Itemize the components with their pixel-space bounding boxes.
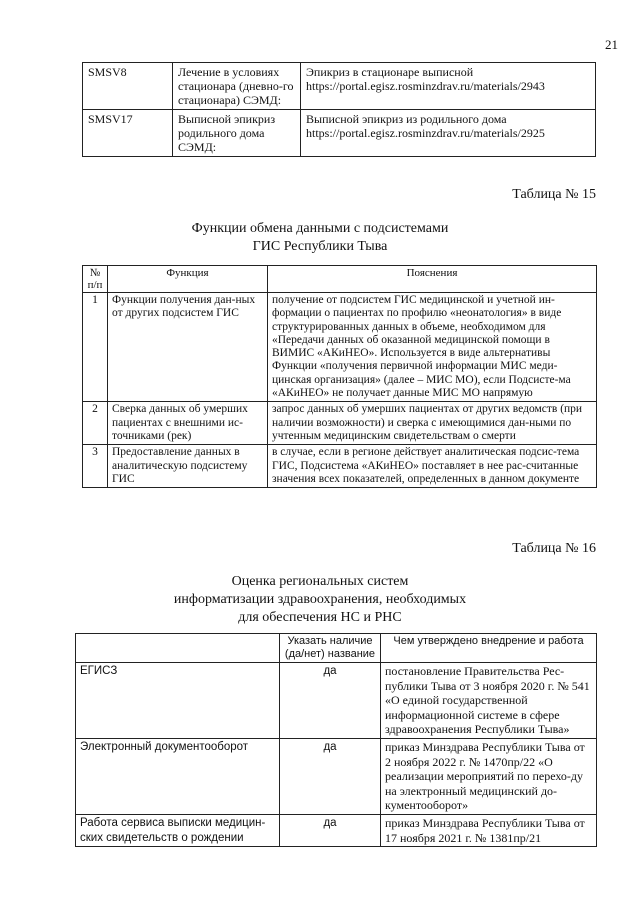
table-row	[83, 402, 597, 445]
header-num: № п/п	[83, 266, 108, 293]
table-16-caption	[0, 573, 640, 627]
function-cell: Функции получения дан-ных от других подсистем ГИС	[108, 293, 268, 402]
availability-cell: да	[280, 738, 381, 814]
table-15	[82, 265, 597, 488]
caption-line: Оценка региональных систем	[231, 574, 409, 589]
num-cell: 3	[83, 445, 108, 488]
explanation-cell: в случае, если в регионе действует аналитическая подсис-тема ГИС, Подсистема «АКиНЕО» поставляет в нее рас-считанные значения всех показателей, определенных в данном документе	[268, 445, 597, 488]
header-explanation: Пояснения	[268, 266, 597, 293]
name-cell: Лечение в условиях стационара (дневно-го стационара) СЭМД:	[173, 63, 301, 110]
system-cell: Электронный документооборот	[76, 738, 280, 814]
table-16	[75, 633, 597, 847]
table-15-caption	[0, 220, 640, 256]
availability-cell: да	[280, 814, 381, 846]
num-cell: 1	[83, 293, 108, 402]
page-number: 21	[605, 37, 618, 52]
table-16-label: Таблица № 16	[512, 541, 596, 556]
approval-cell: постановление Правительства Рес-публики Тыва от 3 ноября 2020 г. № 541 «О единой государственной информационной системе в сфере здравоохранения Республики Тыва»	[381, 663, 597, 739]
function-cell: Предоставление данных в аналитическую подсистему ГИС	[108, 445, 268, 488]
system-cell: ЕГИСЗ	[76, 663, 280, 739]
desc-cell: Выписной эпикриз из родильного дома https://portal.egisz.rosminzdrav.ru/materials/2925	[301, 110, 596, 157]
header-system	[76, 634, 280, 663]
explanation-cell: получение от подсистем ГИС медицинской и учетной ин-формации о пациентах по профилю «неонатология» в виде структурированных данных в объеме, необходимом для «Передачи данных об оказанной медицинской помощи в ВИМИС «АКиНЕО». Используется в виде альтернативы Функции «получения первичной информации МИС меди-цинская организация» (далее – МИС МО), если Подсисте-ма «АКиНЕО» не получает данные МИС МО напрямую	[268, 293, 597, 402]
system-cell: Работа сервиса выписки медицин-ских свидетельств о рождении	[76, 814, 280, 846]
header-function: Функция	[108, 266, 268, 293]
table-row	[76, 814, 597, 846]
approval-cell: приказ Минздрава Республики Тыва от 2 ноября 2022 г. № 1470пр/22 «О реализации мероприятий по перехо-ду на электронный медицинский до-кументооборот»	[381, 738, 597, 814]
name-cell: Выписной эпикриз родильного дома СЭМД:	[173, 110, 301, 157]
desc-cell: Эпикриз в стационаре выписной https://portal.egisz.rosminzdrav.ru/materials/2943	[301, 63, 596, 110]
table-15-label: Таблица № 15	[512, 187, 596, 202]
table-row	[83, 63, 596, 110]
num-cell: 2	[83, 402, 108, 445]
caption-line: информатизации здравоохранения, необходимых	[173, 592, 467, 607]
availability-cell: да	[280, 663, 381, 739]
table-row	[83, 110, 596, 157]
header-availability: Указать наличие (да/нет) название	[280, 634, 381, 663]
table-row	[83, 293, 597, 402]
table-row	[76, 738, 597, 814]
caption-line: для обеспечения НС и РНС	[238, 610, 402, 625]
table-row	[76, 663, 597, 739]
approval-cell: приказ Минздрава Республики Тыва от 17 ноября 2021 г. № 1381пр/21	[381, 814, 597, 846]
table-14-continuation	[82, 62, 596, 157]
code-cell: SMSV17	[83, 110, 173, 157]
table-header-row	[83, 266, 597, 293]
caption-line: ГИС Республики Тыва	[252, 239, 388, 254]
explanation-cell: запрос данных об умерших пациентах от других ведомств (при наличии возможности) и сверка с имеющимися дан-ными по учтенным медицинским свидетельствам о смерти	[268, 402, 597, 445]
caption-line: Функции обмена данными с подсистемами	[191, 221, 449, 236]
function-cell: Сверка данных об умерших пациентах с внешними ис-точниками (рек)	[108, 402, 268, 445]
header-approval: Чем утверждено внедрение и работа	[381, 634, 597, 663]
table-row	[83, 445, 597, 488]
code-cell: SMSV8	[83, 63, 173, 110]
table-header-row	[76, 634, 597, 663]
